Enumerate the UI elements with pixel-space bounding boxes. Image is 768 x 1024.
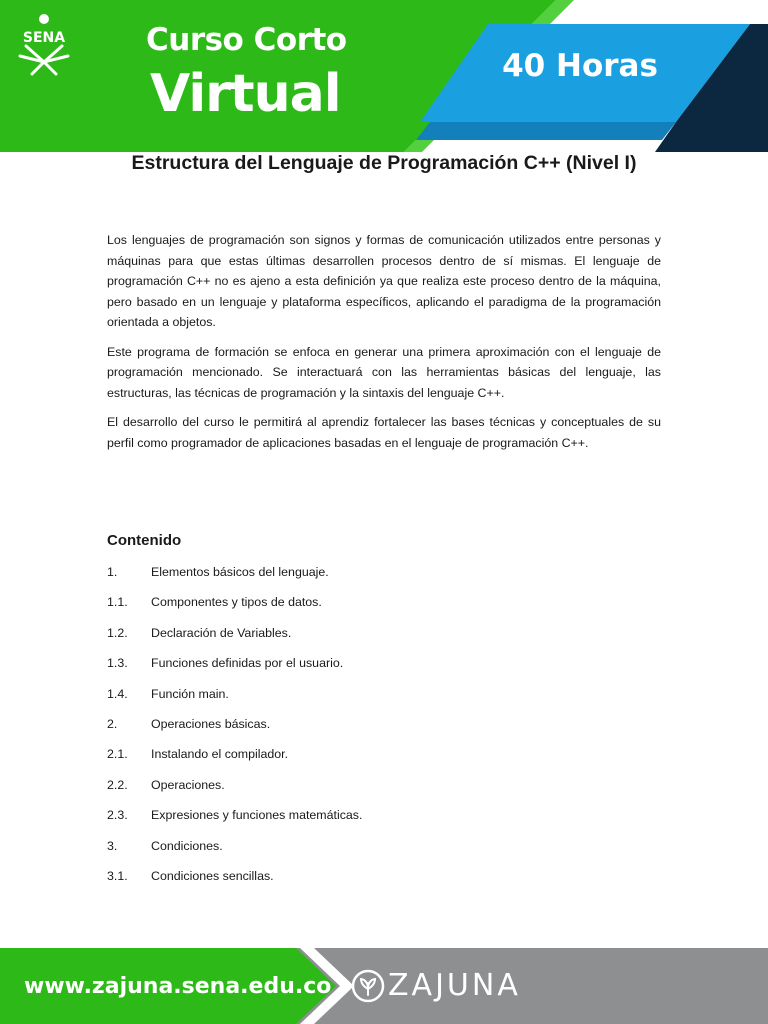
- list-item-number: 1.3.: [107, 656, 128, 671]
- list-item-text: Condiciones sencillas.: [151, 868, 274, 883]
- intro-section: [107, 230, 661, 462]
- list-item: [107, 592, 661, 622]
- list-item-number: 3.1.: [107, 868, 128, 883]
- list-item-text: Operaciones.: [151, 777, 225, 792]
- list-item-number: 1.: [107, 565, 118, 579]
- course-type-line2: Virtual: [150, 64, 341, 124]
- list-item-number: 2.: [107, 716, 118, 731]
- list-item: [107, 623, 661, 653]
- list-item-number: 1.2.: [107, 625, 128, 640]
- list-item: [107, 744, 661, 774]
- list-item: [107, 805, 661, 835]
- list-item-text: Elementos básicos del lenguaje.: [151, 565, 329, 579]
- list-item-number: 3.: [107, 838, 118, 853]
- footer-banner: [0, 948, 768, 1024]
- list-item-number: 1.4.: [107, 686, 128, 701]
- intro-paragraph: Los lenguajes de programación son signos y formas de comunicación utilizados entre personas y máquinas para que estas últimas desarrollen procesos dentro de sí mismas. El lenguaje de programación C++ no es ajeno a esta definición ya que realiza este proceso dentro de la máquina, pero basado en un lenguaje y plataforma específicos, aplicando el paradigma de la programación orientada a objetos.: [107, 233, 661, 329]
- course-type-line1: Curso Corto: [146, 22, 347, 58]
- list-item-text: Condiciones.: [151, 838, 223, 853]
- intro-paragraph: El desarrollo del curso le permitirá al aprendiz fortalecer las bases técnicas y conceptuales de su perfil como programador de aplicaciones basadas en el lenguaje de programación C++.: [107, 415, 661, 450]
- list-item-number: 2.2.: [107, 777, 128, 792]
- list-item-number: 2.1.: [107, 747, 128, 762]
- intro-paragraph: Este programa de formación se enfoca en generar una primera aproximación con el lenguaje de programación mencionado. Se interactuará con las herramientas básicas del lenguaje, las estructuras, las técnicas de programación y la sintaxis del lenguaje C++.: [107, 344, 661, 400]
- list-item: [107, 562, 661, 592]
- zajuna-logo-text: ZAJUNA: [388, 968, 521, 1003]
- list-item-text: Funciones definidas por el usuario.: [151, 656, 344, 671]
- sena-brand-text: SENA: [22, 30, 66, 46]
- contents-list: [107, 562, 661, 896]
- list-item-text: Función main.: [151, 686, 229, 701]
- course-hours-badge: 40 Horas: [502, 48, 658, 84]
- list-item: [107, 866, 661, 896]
- sena-logo: [12, 12, 76, 76]
- list-item-number: 1.1.: [107, 595, 128, 610]
- list-item-number: 2.3.: [107, 808, 128, 823]
- list-item-text: Instalando el compilador.: [151, 747, 289, 762]
- list-item: [107, 653, 661, 683]
- contents-heading: Contenido: [107, 532, 182, 549]
- zajuna-logo-icon: [350, 968, 386, 1004]
- list-item: [107, 775, 661, 805]
- page-title: Estructura del Lenguaje de Programación C++ (Nivel I): [131, 152, 637, 174]
- list-item: [107, 714, 661, 744]
- list-item: [107, 836, 661, 866]
- list-item: [107, 684, 661, 714]
- list-item-text: Expresiones y funciones matemáticas.: [151, 808, 363, 823]
- header-banner: [0, 0, 768, 152]
- footer-website-link[interactable]: www.zajuna.sena.edu.co: [24, 974, 332, 999]
- list-item-text: Componentes y tipos de datos.: [151, 595, 322, 610]
- list-item-text: Declaración de Variables.: [151, 625, 292, 640]
- list-item-text: Operaciones básicas.: [151, 716, 271, 731]
